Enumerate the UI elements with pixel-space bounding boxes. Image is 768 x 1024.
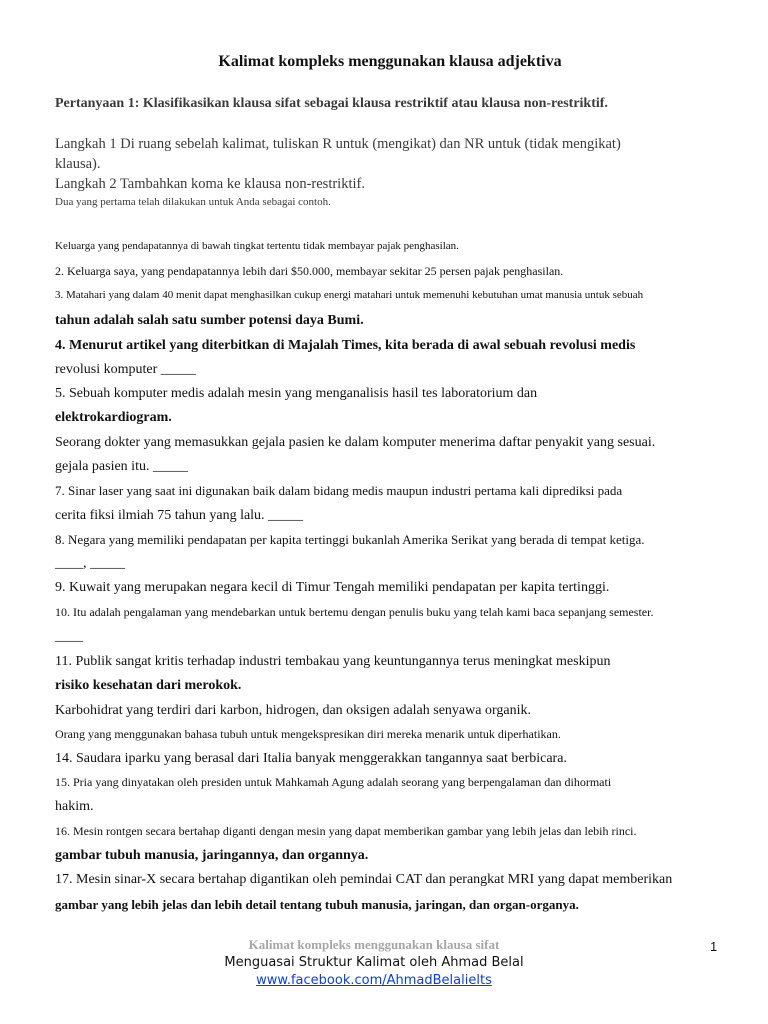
page-number: 1 [710,939,718,954]
step-1-line-2: klausa). [55,156,101,172]
sentence-line: tahun adalah salah satu sumber potensi daya Bumi. [55,313,364,328]
sentence-line: Orang yang menggunakan bahasa tubuh untuk mengekspresikan diri mereka menarik untuk diperhatikan. [55,727,561,741]
sentence-line: ____, _____ [55,556,125,571]
step-1-line-1: Langkah 1 Di ruang sebelah kalimat, tuliskan R untuk (mengikat) dan NR untuk (tidak mengikat) [55,136,621,152]
sentence-line: ____ [55,629,83,644]
sentence-line: 3. Matahari yang dalam 40 menit dapat menghasilkan cukup energi matahari untuk memenuhi kebutuhan umat manusia untuk sebuah [55,289,644,301]
sentence-line: gambar yang lebih jelas dan lebih detail tentang tubuh manusia, jaringan, dan organ-organya. [55,897,579,912]
sentence-line: 15. Pria yang dinyatakan oleh presiden untuk Mahkamah Agung adalah seorang yang berpengalaman dan dihormati [55,775,612,789]
sentence-line: 2. Keluarga saya, yang pendapatannya lebih dari $50.000, membayar sekitar 25 persen pajak penghasilan. [55,264,564,278]
sentence-line: 17. Mesin sinar-X secara bertahap digantikan oleh pemindai CAT dan perangkat MRI yang dapat memberikan [55,872,673,887]
step-2: Langkah 2 Tambahkan koma ke klausa non-restriktif. [55,176,365,192]
sentence-line: elektrokardiogram. [55,410,172,425]
sentence-line: 5. Sebuah komputer medis adalah mesin yang menganalisis hasil tes laboratorium dan [55,386,538,401]
sentence-line: 9. Kuwait yang merupakan negara kecil di Timur Tengah memiliki pendapatan per kapita tertinggi. [55,580,610,595]
sentence-line: gambar tubuh manusia, jaringannya, dan organnya. [55,848,369,863]
sentence-line: 10. Itu adalah pengalaman yang mendebarkan untuk bertemu dengan penulis buku yang telah kami baca sepanjang semester. [55,605,654,619]
sentence-line: 11. Publik sangat kritis terhadap industri tembakau yang keuntungannya terus meningkat meskipun [55,654,611,669]
sentence-line: 7. Sinar laser yang saat ini digunakan baik dalam bidang medis maupun industri pertama kali diprediksi pada [55,483,623,498]
footer-author: Menguasai Struktur Kalimat oleh Ahmad Belal [224,955,524,970]
sentence-line: 14. Saudara iparku yang berasal dari Italia banyak menggerakkan tangannya saat berbicara. [55,751,567,766]
sentence-line: 4. Menurut artikel yang diterbitkan di Majalah Times, kita berada di awal sebuah revolusi medis [55,338,636,353]
document-title: Kalimat kompleks menggunakan klausa adjektiva [218,53,562,70]
sentence-line: 8. Negara yang memiliki pendapatan per kapita tertinggi bukanlah Amerika Serikat yang berada di tempat ketiga. [55,532,645,547]
sentence-line: risiko kesehatan dari merokok. [55,678,242,693]
footer-title: Kalimat kompleks menggunakan klausa sifat [248,937,500,952]
sentence-line: gejala pasien itu. _____ [55,459,188,474]
example-note: Dua yang pertama telah dilakukan untuk Anda sebagai contoh. [55,196,331,208]
sentence-line: hakim. [55,799,94,814]
facebook-link[interactable]: www.facebook.com/AhmadBelalielts [256,973,492,988]
sentence-line: Keluarga yang pendapatannya di bawah tingkat tertentu tidak membayar pajak penghasilan. [55,240,459,252]
sentence-line: cerita fiksi ilmiah 75 tahun yang lalu. _____ [55,508,304,523]
sentence-line: revolusi komputer _____ [55,362,196,377]
sentence-line: Karbohidrat yang terdiri dari karbon, hidrogen, dan oksigen adalah senyawa organik. [55,703,531,718]
sentence-line: Seorang dokter yang memasukkan gejala pasien ke dalam komputer menerima daftar penyakit yang sesuai. [55,435,656,450]
question-heading: Pertanyaan 1: Klasifikasikan klausa sifat sebagai klausa restriktif atau klausa non-restriktif. [55,96,608,111]
sentence-line: 16. Mesin rontgen secara bertahap diganti dengan mesin yang dapat memberikan gambar yang lebih jelas dan lebih rinci. [55,824,637,838]
